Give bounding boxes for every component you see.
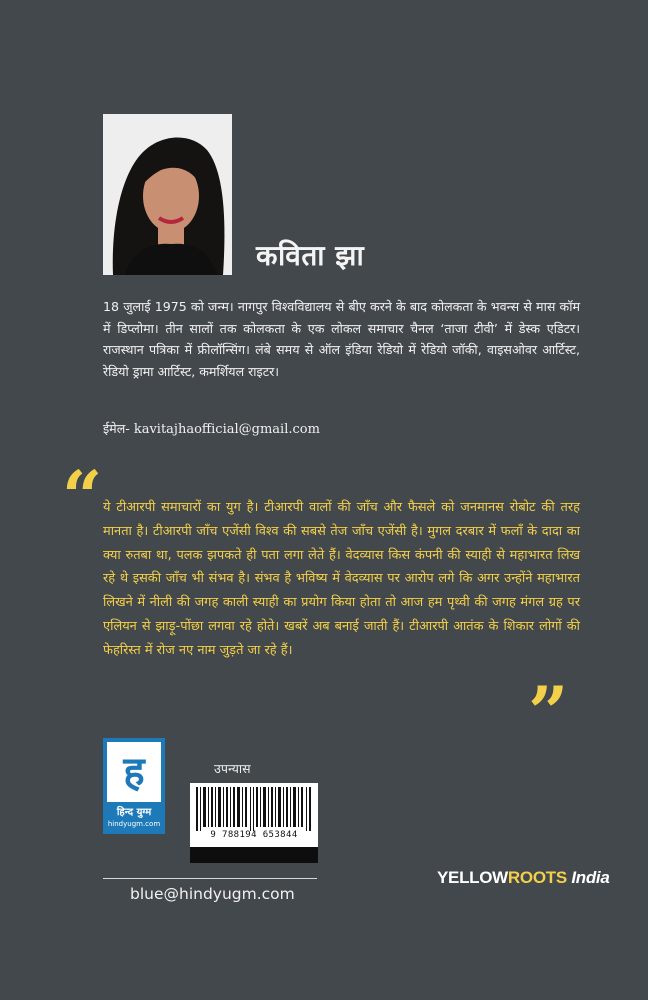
isbn-number: 9 788194 653844 <box>210 830 298 840</box>
author-bio: 18 जुलाई 1975 को जन्म। नागपुर विश्वविद्यालय से बीए करने के बाद कोलकता के भवन्स से मास कॉम में डिप्लोमा। तीन सालों तक कोलकता के एक लोकल समाचार चैनल ‘ताजा टीवी’ में डेस्क एडिटर। राजस्थान पत्रिका में फ्रीलॉन्सिंग। लंबे समय से ऑल इंडिया रेडियो में रेडियो जॉकी, वाइसओवर आर्टिस्ट, रेडियो ड्रामा आर्टिस्ट, कमर्शियल राइटर। <box>103 299 580 379</box>
barcode-bars <box>194 787 314 831</box>
open-quote-icon: “ <box>62 455 103 538</box>
email-label: ईमेल- <box>103 421 130 436</box>
logo-mark: ह <box>107 742 161 802</box>
logo-url: hindyugm.com <box>107 820 161 828</box>
logo-name: हिन्द युग्म <box>116 807 152 818</box>
imprint-yellow: YELLOW <box>437 868 508 887</box>
author-name: कविता झा <box>256 239 365 272</box>
close-quote-icon: ” <box>528 671 569 754</box>
publisher-logo <box>103 738 165 834</box>
imprint-logo <box>437 868 609 888</box>
author-photo <box>103 114 232 275</box>
barcode <box>190 783 318 863</box>
email-value: kavitajhaofficial@gmail.com <box>133 422 320 437</box>
imprint-india: India <box>571 868 610 887</box>
book-excerpt: ये टीआरपी समाचारों का युग है। टीआरपी वालों की जाँच और फैसले को जनमानस रोबोट की तरह मानता है। टीआरपी जाँच एजेंसी विश्व की सबसे तेज जाँच एजेंसी है। मुगल दरबार में फलाँ के दादा का क्या रुतबा था, पलक झपकते ही पता लगा लेते हैं। वेदव्यास किस कंपनी की स्याही से महाभारत लिख रहे थे इसकी जाँच भी संभव है। संभव है भविष्य में वेदव्यास पर आरोप लगे कि अगर उन्होंने महाभारत लिखने में नीली की जगह काली स्याही का प्रयोग किया होता तो आज हम पृथ्वी की जगह मंगल ग्रह पर एलियन से झाड़ू-पोंछा लगवा रहे होते। खबरें अब बनाई जाती हैं। टीआरपी आतंक के शिकार लोगों की फेहरिस्त में रोज नए नाम जुड़ते जा रहे हैं। <box>103 500 580 658</box>
barcode-base <box>190 847 318 863</box>
author-email <box>103 420 320 437</box>
imprint-roots: ROOTS <box>507 868 567 887</box>
publisher-contact: blue@hindyugm.com <box>130 885 295 903</box>
genre-label: उपन्यास <box>214 761 251 776</box>
divider <box>103 878 317 879</box>
